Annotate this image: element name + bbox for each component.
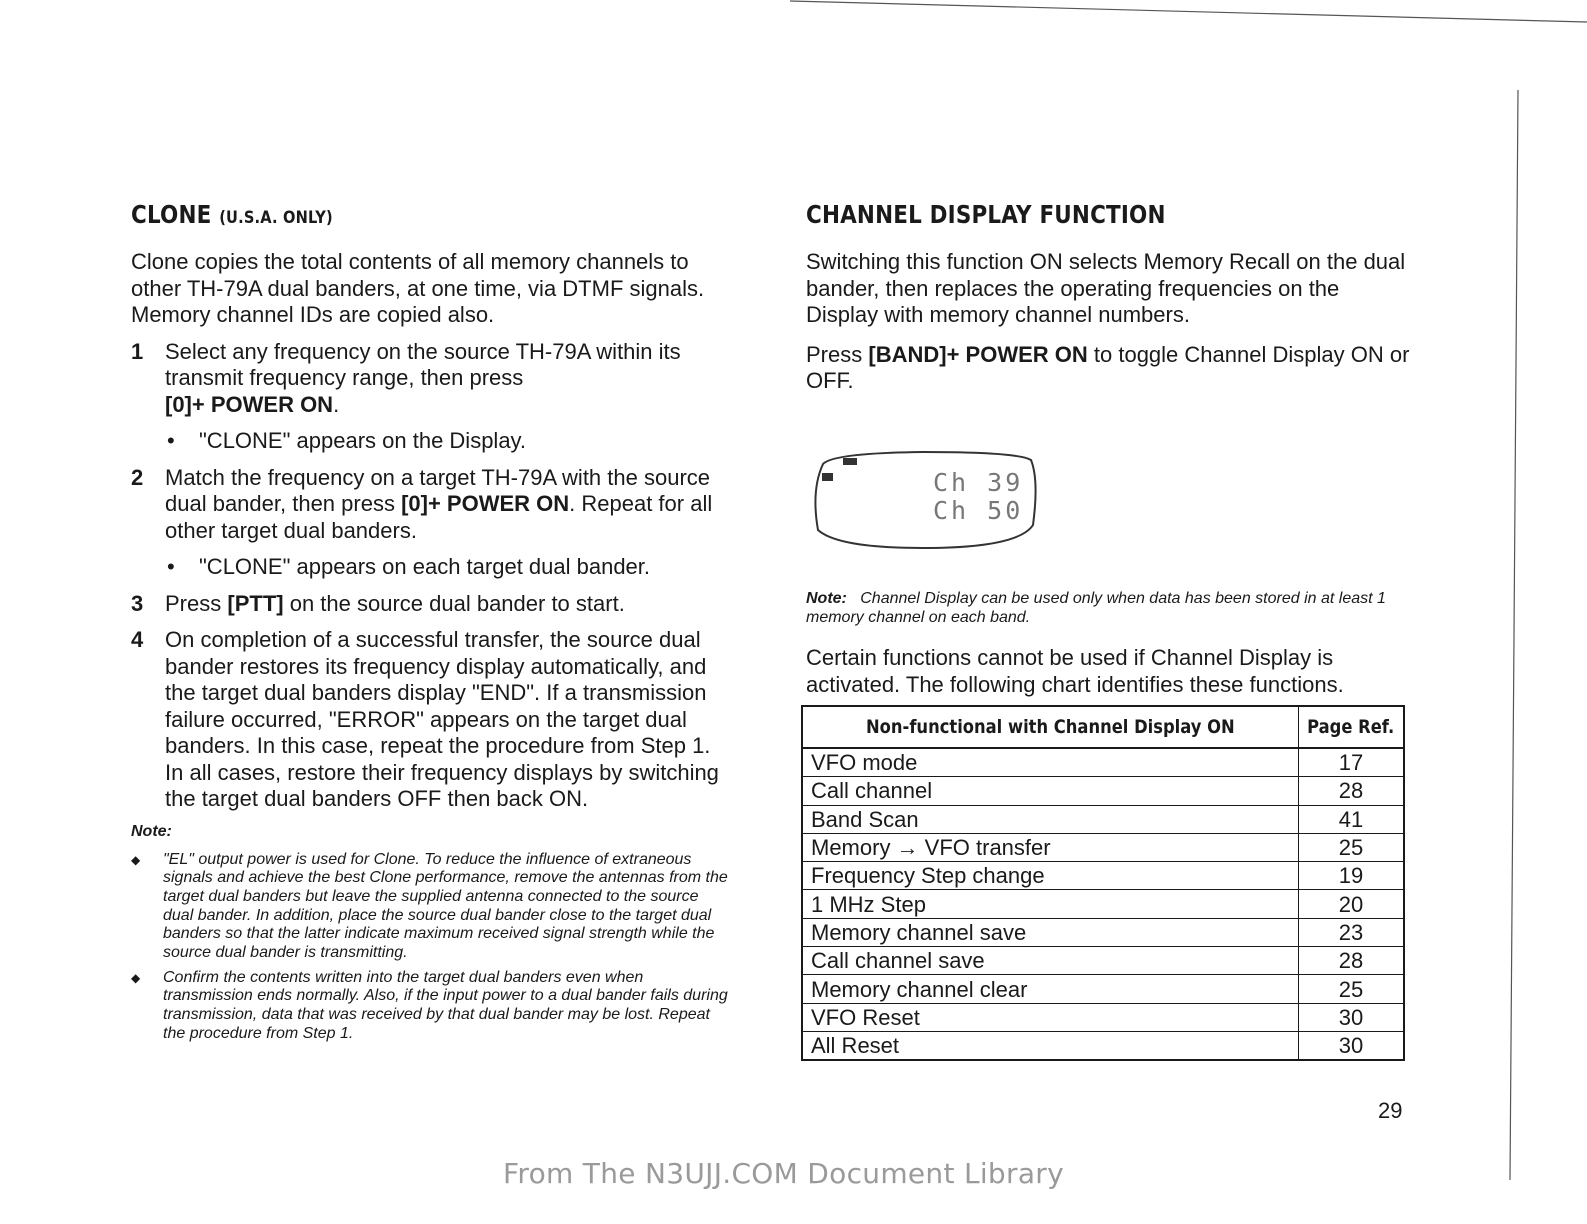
table-row bbox=[802, 975, 1404, 1003]
function-name: VFO Reset bbox=[802, 1003, 1299, 1031]
step-number: 1 bbox=[131, 338, 144, 364]
page-ref: 20 bbox=[1299, 890, 1405, 918]
memory-indicator-icon bbox=[822, 473, 833, 481]
step-1: 1 Select any frequency on the source TH-79A within its transmit frequency range, then press [0]+ POWER ON. bbox=[131, 338, 681, 417]
right-edge-line bbox=[1500, 90, 1520, 1180]
function-name: VFO mode bbox=[802, 748, 1299, 777]
non-functional-table bbox=[801, 705, 1405, 1061]
bullet-item: • "CLONE" appears on each target dual bander. bbox=[167, 554, 651, 579]
channel-display-note: Note: Channel Display can be used only when data has been stored in at least 1 memory channel on each band. bbox=[806, 590, 1386, 626]
function-name: Call channel save bbox=[802, 947, 1299, 975]
step-2: 2 Match the frequency on a target TH-79A with the source dual bander, then press [0]+ POWER ON. Repeat for all other target dual banders. bbox=[131, 464, 713, 543]
lcd-line-2: Ch 50 bbox=[933, 496, 1024, 525]
table-row bbox=[802, 805, 1404, 833]
clone-steps bbox=[131, 339, 731, 813]
lcd-line-1: Ch 39 bbox=[933, 468, 1024, 497]
clone-title-sub: (U.S.A. ONLY) bbox=[219, 208, 333, 228]
note-label: Note: bbox=[806, 590, 847, 607]
function-name: Memory channel save bbox=[802, 918, 1299, 946]
step-number: 4 bbox=[131, 627, 144, 652]
bullet-item: • "CLONE" appears on the Display. bbox=[167, 428, 527, 453]
page-number: 29 bbox=[1378, 1098, 1403, 1123]
clone-section bbox=[131, 200, 731, 1044]
toggle-instruction: Press [BAND]+ POWER ON to toggle Channel Display ON or OFF. bbox=[806, 341, 1410, 393]
function-name: Memory channel clear bbox=[802, 975, 1299, 1003]
function-name: All Reset bbox=[802, 1031, 1299, 1060]
step-number: 3 bbox=[131, 590, 144, 616]
bullet-dot-icon: • bbox=[167, 428, 175, 453]
page-ref: 25 bbox=[1299, 833, 1405, 861]
key-combo: [0]+ POWER ON bbox=[165, 391, 334, 417]
channel-display-intro: Switching this function ON selects Memory Recall on the dual bander, then replaces the operating frequencies on the Display with memory channel numbers. bbox=[806, 249, 1406, 327]
page-ref: 41 bbox=[1299, 805, 1405, 833]
library-footer: From The N3UJJ.COM Document Library bbox=[503, 1157, 1064, 1190]
page-ref: 30 bbox=[1299, 1031, 1405, 1060]
step-text: Match the frequency on a target TH-79A with the source dual bander, then press bbox=[165, 464, 711, 516]
page-ref: 19 bbox=[1299, 862, 1405, 890]
page-ref: 25 bbox=[1299, 975, 1405, 1003]
table-row bbox=[802, 890, 1404, 918]
clone-title: CLONE (U.S.A. ONLY) bbox=[131, 200, 333, 229]
step-number: 2 bbox=[131, 464, 144, 490]
page-ref: 17 bbox=[1299, 748, 1405, 777]
column-header-page-ref: Page Ref. bbox=[1299, 706, 1405, 748]
step-4 bbox=[131, 627, 731, 813]
page-ref: 30 bbox=[1299, 1003, 1405, 1031]
table-row bbox=[802, 947, 1404, 975]
column-header-function: Non-functional with Channel Display ON bbox=[802, 706, 1299, 748]
table-row bbox=[802, 1031, 1404, 1060]
table-row bbox=[802, 833, 1404, 861]
page-ref: 28 bbox=[1299, 947, 1405, 975]
function-name: Memory → VFO transfer bbox=[802, 833, 1299, 861]
note-label: Note: bbox=[131, 822, 172, 840]
bullet-dot-icon: • bbox=[167, 554, 175, 579]
lcd-display-illustration bbox=[813, 450, 1038, 550]
function-name: 1 MHz Step bbox=[802, 890, 1299, 918]
page-ref: 28 bbox=[1299, 777, 1405, 805]
key-combo: [PTT] bbox=[227, 590, 284, 616]
step-text: On completion of a successful transfer, the source dual bander restores its frequency display automatically, and the target dual banders display "END". If a transmission failure occurred, "ERROR" appears on the target dual banders. In this case, repeat the procedure from Step 1. In all cases, restore their frequency displays by switching the target dual banders OFF then back ON. bbox=[165, 627, 719, 811]
certain-functions-text: Certain functions cannot be used if Channel Display is activated. The following chart identifies these functions. bbox=[806, 645, 1344, 697]
function-name: Call channel bbox=[802, 777, 1299, 805]
top-edge-line bbox=[790, 0, 1587, 24]
clone-intro: Clone copies the total contents of all memory channels to other TH-79A dual banders, at one time, via DTMF signals. Memory channel IDs are copied also. bbox=[131, 249, 705, 327]
table-row bbox=[802, 1003, 1404, 1031]
function-name: Band Scan bbox=[802, 805, 1299, 833]
step-text: Select any frequency on the source TH-79A within its transmit frequency range, then press bbox=[165, 338, 681, 390]
diamond-bullet-icon: ◆ bbox=[131, 970, 141, 985]
diamond-bullet-icon: ◆ bbox=[131, 852, 141, 867]
table-row bbox=[802, 748, 1404, 777]
table-header bbox=[802, 706, 1404, 748]
note-item: ◆ "EL" output power is used for Clone. To reduce the influence of extraneous signals and achieve the best Clone performance, remove the antennas from the target dual banders but leave the supplied antenna connected to the source dual bander. In addition, place the source dual bander close to the target dual banders so that the latter indicate maximum received signal strength while the source dual bander is transmitting. bbox=[131, 850, 728, 962]
table-row bbox=[802, 862, 1404, 890]
key-combo: [0]+ POWER ON bbox=[401, 491, 570, 516]
key-combo: [BAND]+ POWER ON bbox=[868, 341, 1088, 367]
step-3: 3 Press [PTT] on the source dual bander to start. bbox=[131, 590, 625, 616]
channel-display-title: CHANNEL DISPLAY FUNCTION bbox=[806, 200, 1166, 229]
table-row bbox=[802, 918, 1404, 946]
battery-icon bbox=[843, 458, 857, 465]
function-name: Frequency Step change bbox=[802, 862, 1299, 890]
table-row bbox=[802, 777, 1404, 805]
channel-display-section bbox=[806, 200, 1416, 395]
note-item: ◆ Confirm the contents written into the target dual banders even when transmission ends normally. Also, if the input power to a dual bander fails during transmission, data that was received by that dual bander may be lost. Repeat the procedure from Step 1. bbox=[131, 968, 728, 1042]
page-ref: 23 bbox=[1299, 918, 1405, 946]
